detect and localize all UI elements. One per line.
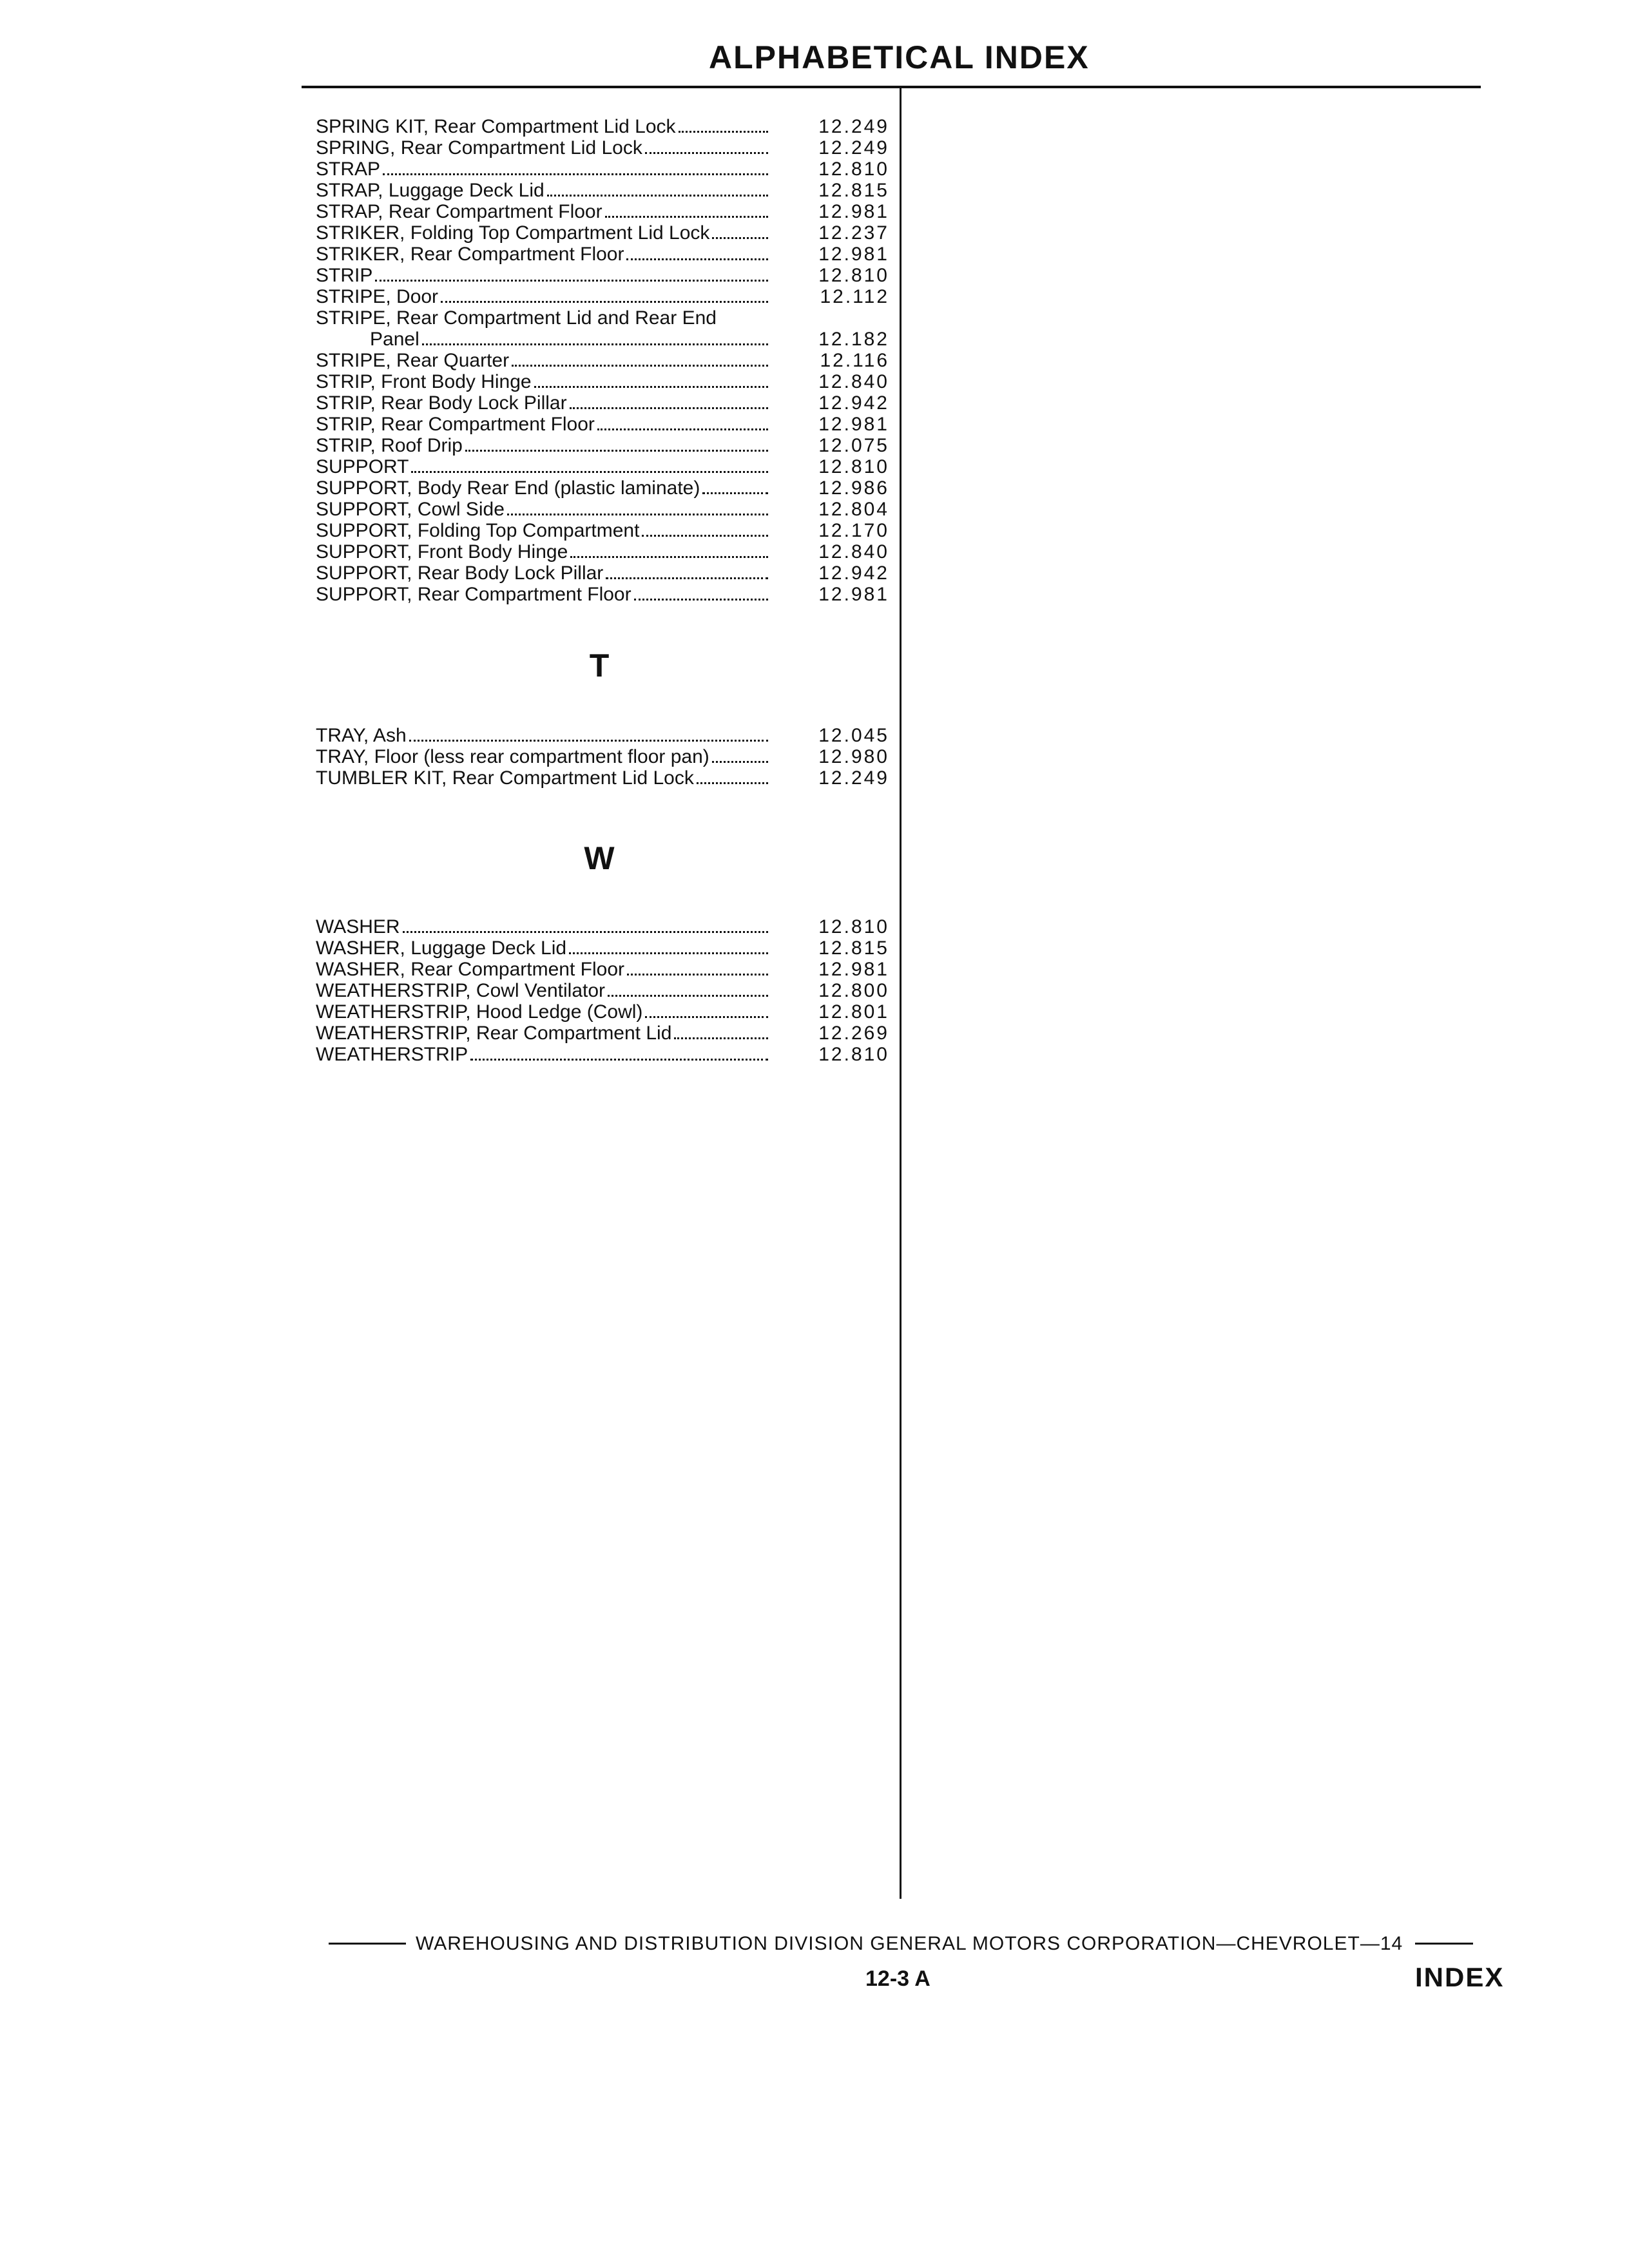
entry-term: WEATHERSTRIP, Hood Ledge (Cowl) — [316, 1001, 643, 1023]
dot-leader — [697, 782, 768, 784]
dot-leader — [712, 760, 768, 763]
dot-leader — [570, 555, 768, 558]
index-entry — [316, 937, 889, 959]
index-entry — [316, 329, 889, 350]
dot-leader — [547, 194, 768, 197]
entry-term: STRIP, Rear Body Lock Pillar — [316, 392, 567, 414]
dot-leader — [679, 130, 768, 133]
index-entry — [316, 541, 889, 562]
dot-leader — [605, 215, 768, 218]
entry-page: 12.810 — [818, 265, 889, 286]
dot-leader — [383, 173, 768, 175]
dot-leader — [465, 449, 768, 452]
index-entry — [316, 456, 889, 477]
index-entry — [316, 959, 889, 980]
entry-page: 12.942 — [818, 392, 889, 414]
entry-page: 12.981 — [818, 959, 889, 980]
dot-leader — [645, 151, 768, 154]
index-section-t — [316, 725, 889, 789]
dot-leader — [375, 279, 768, 282]
index-entry — [316, 350, 889, 371]
entry-term: TRAY, Ash — [316, 725, 407, 746]
entry-page: 12.249 — [818, 116, 889, 137]
header-rule — [302, 86, 1481, 88]
index-entry — [316, 499, 889, 520]
entry-term: SUPPORT, Rear Body Lock Pillar — [316, 562, 604, 584]
dot-leader — [570, 407, 768, 409]
entry-page: 12.249 — [818, 767, 889, 789]
dot-leader — [470, 1058, 768, 1061]
index-entry — [316, 159, 889, 180]
entry-page: 12.981 — [818, 414, 889, 435]
dot-leader — [534, 385, 768, 388]
dot-leader — [702, 492, 768, 494]
dot-leader — [645, 1015, 768, 1018]
entry-term: SPRING KIT, Rear Compartment Lid Lock — [316, 116, 676, 137]
dot-leader — [634, 598, 768, 601]
dot-leader — [411, 470, 768, 473]
entry-page: 12.815 — [818, 937, 889, 959]
index-entry — [316, 477, 889, 499]
entry-term: STRIPE, Door — [316, 286, 439, 307]
entry-term: STRAP, Luggage Deck Lid — [316, 180, 545, 201]
footer-publisher-line: WAREHOUSING AND DISTRIBUTION DIVISION GENERAL MOTORS CORPORATION—CHEVROLET—14 — [416, 1933, 1403, 1954]
entry-page: 12.840 — [818, 541, 889, 562]
index-entry — [316, 392, 889, 414]
entry-page: 12.800 — [818, 980, 889, 1001]
entry-term: TRAY, Floor (less rear compartment floor pan) — [316, 746, 709, 767]
entry-page: 12.981 — [818, 201, 889, 222]
entry-term: STRAP, Rear Compartment Floor — [316, 201, 602, 222]
entry-page: 12.801 — [818, 1001, 889, 1023]
entry-page: 12.981 — [818, 584, 889, 605]
entry-page: 12.810 — [818, 159, 889, 180]
page-title: ALPHABETICAL INDEX — [709, 39, 1090, 75]
entry-term: STRIP, Roof Drip — [316, 435, 463, 456]
dot-leader — [627, 973, 768, 975]
entry-term: WASHER, Luggage Deck Lid — [316, 937, 567, 959]
index-section-w — [316, 916, 889, 1065]
footer-rule-right — [1415, 1943, 1473, 1945]
index-entry — [316, 767, 889, 789]
entry-page: 12.804 — [818, 499, 889, 520]
dot-leader — [403, 930, 768, 933]
index-entry — [316, 414, 889, 435]
entry-page: 12.170 — [818, 520, 889, 541]
entry-page: 12.116 — [820, 350, 889, 371]
entry-term: SUPPORT, Body Rear End (plastic laminate) — [316, 477, 700, 499]
entry-page: 12.810 — [818, 1044, 889, 1065]
entry-term: SUPPORT — [316, 456, 409, 477]
entry-term: WEATHERSTRIP — [316, 1044, 468, 1065]
index-entry — [316, 435, 889, 456]
entry-page: 12.112 — [820, 286, 889, 307]
dot-leader — [569, 952, 768, 954]
entry-term: WEATHERSTRIP, Rear Compartment Lid — [316, 1023, 672, 1044]
index-entry — [316, 520, 889, 541]
entry-page: 12.075 — [818, 435, 889, 456]
entry-page: 12.045 — [818, 725, 889, 746]
index-entry — [316, 1001, 889, 1023]
entry-page: 12.815 — [818, 180, 889, 201]
footer-rule-left — [329, 1943, 406, 1945]
index-entry — [316, 180, 889, 201]
index-entry — [316, 116, 889, 137]
entry-page: 12.840 — [818, 371, 889, 392]
page-number: 12-3 A — [865, 1966, 930, 1991]
entry-term: WASHER, Rear Compartment Floor — [316, 959, 625, 980]
index-entry — [316, 1044, 889, 1065]
entry-term: WEATHERSTRIP, Cowl Ventilator — [316, 980, 606, 1001]
entry-term: WASHER — [316, 916, 400, 937]
entry-term: Panel — [370, 329, 419, 350]
dot-leader — [507, 513, 768, 515]
entry-page: 12.986 — [818, 477, 889, 499]
dot-leader — [512, 364, 768, 367]
entry-page: 12.182 — [818, 329, 889, 350]
entry-term: STRIPE, Rear Quarter — [316, 350, 510, 371]
index-entry — [316, 980, 889, 1001]
index-entry — [316, 201, 889, 222]
dot-leader — [606, 577, 768, 579]
entry-page: 12.269 — [818, 1023, 889, 1044]
entry-term: SPRING, Rear Compartment Lid Lock — [316, 137, 642, 159]
dot-leader — [409, 739, 768, 742]
entry-page: 12.810 — [818, 456, 889, 477]
dot-leader — [441, 300, 768, 303]
entry-term: SUPPORT, Folding Top Compartment — [316, 520, 640, 541]
entry-page: 12.810 — [818, 916, 889, 937]
index-entry — [316, 265, 889, 286]
index-entry — [316, 307, 889, 329]
index-entry — [316, 725, 889, 746]
entry-term: SUPPORT, Cowl Side — [316, 499, 505, 520]
dot-leader — [608, 994, 768, 997]
index-entry — [316, 746, 889, 767]
dot-leader — [674, 1037, 768, 1039]
index-entry — [316, 222, 889, 244]
index-entry — [316, 137, 889, 159]
entry-term: TUMBLER KIT, Rear Compartment Lid Lock — [316, 767, 694, 789]
dot-leader — [626, 258, 768, 260]
entry-term: STRIPE, Rear Compartment Lid and Rear End — [316, 307, 717, 329]
entry-term: STRIP, Front Body Hinge — [316, 371, 532, 392]
column-divider — [900, 88, 901, 1899]
entry-term: STRIP — [316, 265, 373, 286]
entry-term: STRIP, Rear Compartment Floor — [316, 414, 595, 435]
entry-page: 12.980 — [818, 746, 889, 767]
dot-leader — [642, 534, 768, 537]
dot-leader — [597, 428, 768, 430]
index-entry — [316, 1023, 889, 1044]
index-entry — [316, 244, 889, 265]
entry-term: STRIKER, Folding Top Compartment Lid Lock — [316, 222, 710, 244]
entry-page: 12.249 — [818, 137, 889, 159]
index-entry — [316, 562, 889, 584]
index-entry — [316, 286, 889, 307]
index-entry — [316, 371, 889, 392]
section-label: INDEX — [1415, 1962, 1505, 1992]
entry-page: 12.942 — [818, 562, 889, 584]
entry-page: 12.981 — [818, 244, 889, 265]
entry-term: SUPPORT, Front Body Hinge — [316, 541, 568, 562]
entry-term: STRIKER, Rear Compartment Floor — [316, 244, 624, 265]
section-letter-t: T — [589, 648, 610, 684]
index-entry — [316, 916, 889, 937]
section-letter-w: W — [584, 840, 615, 876]
entry-term: SUPPORT, Rear Compartment Floor — [316, 584, 631, 605]
index-entry — [316, 584, 889, 605]
dot-leader — [422, 343, 768, 345]
entry-page: 12.237 — [818, 222, 889, 244]
dot-leader — [712, 236, 768, 239]
index-section-s — [316, 116, 889, 605]
entry-term: STRAP — [316, 159, 381, 180]
